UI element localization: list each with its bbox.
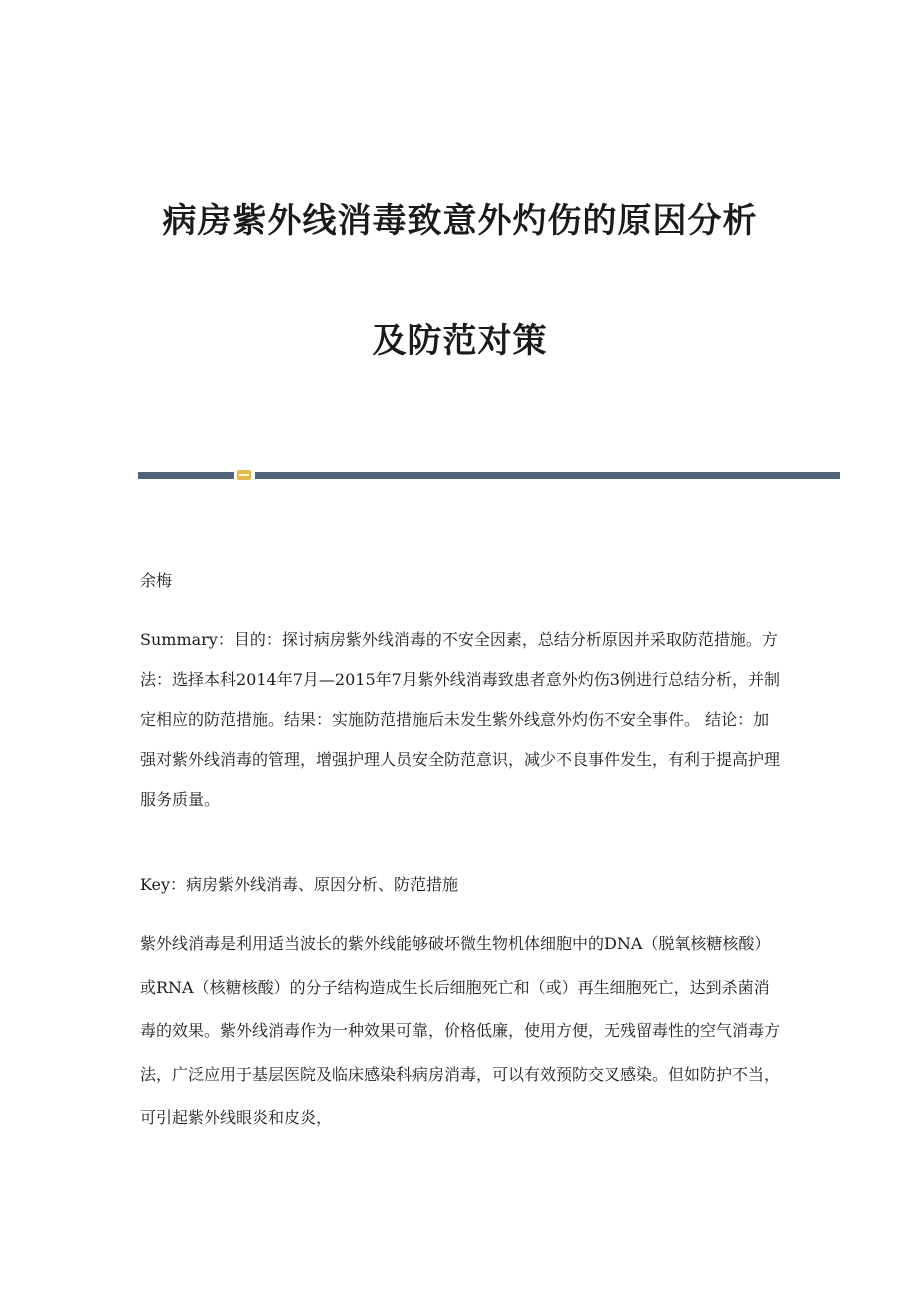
divider-ornament-icon xyxy=(237,470,251,480)
keywords-line: Key：病房紫外线消毒、原因分析、防范措施 xyxy=(140,875,459,894)
summary-paragraph: Summary：目的：探讨病房紫外线消毒的不安全因素，总结分析原因并采取防范措施。方法：选择本科2014年7月—2015年7月紫外线消毒致患者意外灼伤3例进行总结分析，并制定相应的防范措施。结果：实施防范措施后未发生紫外线意外灼伤不安全事件。 结论：加强对紫外线消毒的管理，增强护理人员安全防范意识，减少不良事件发生，有利于提高护理服务质量。 xyxy=(140,630,781,809)
title-divider xyxy=(138,470,840,480)
title-line-2: 及防范对策 xyxy=(372,321,548,361)
divider-left-segment xyxy=(138,472,234,479)
divider-right-segment xyxy=(255,472,840,479)
intro-paragraph: 紫外线消毒是利用适当波长的紫外线能够破坏微生物机体细胞中的DNA（脱氧核糖核酸）或RNA（核糖核酸）的分子结构造成生长后细胞死亡和（或）再生细胞死亡，达到杀菌消毒的效果。紫外线消毒作为一种效果可靠，价格低廉，使用方便，无残留毒性的空气消毒方法，广泛应用于基层医院及临床感染科病房消毒，可以有效预防交叉感染。但如防护不当，可引起紫外线眼炎和皮炎， xyxy=(140,934,781,1127)
title-line-1: 病房紫外线消毒致意外灼伤的原因分析 xyxy=(162,201,758,241)
author-name: 余梅 xyxy=(140,571,173,590)
